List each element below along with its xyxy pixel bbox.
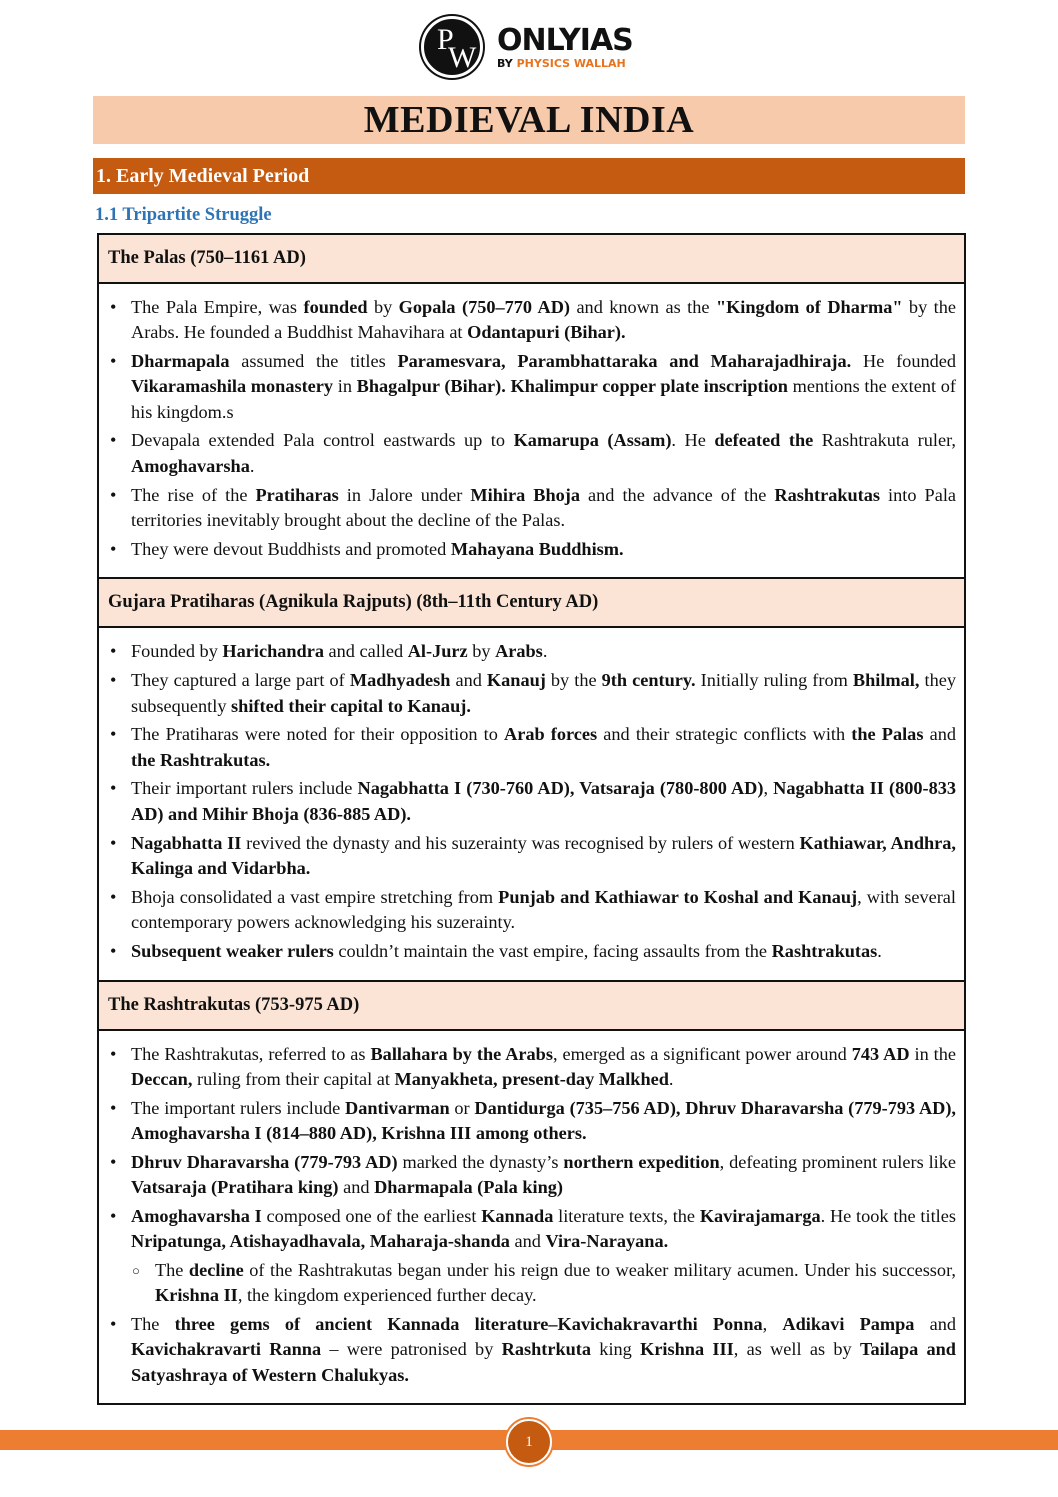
list-item xyxy=(110,1150,956,1201)
bold-text: Vatsaraja (Pratihara king) xyxy=(131,1177,339,1198)
text: , xyxy=(762,1314,783,1334)
bold-text: Bhagalpur (Bihar). Khalimpur copper plate inscription xyxy=(356,376,788,397)
text: and the advance of the xyxy=(580,484,775,505)
list-item xyxy=(110,1204,956,1255)
table-header: The Rashtrakutas (753-975 AD) xyxy=(99,982,964,1031)
text: Rashtrakuta ruler, xyxy=(813,430,956,451)
text: The rise of the xyxy=(131,484,256,505)
subsection-heading: 1.1 Tripartite Struggle xyxy=(95,205,272,225)
text: revived the dynasty and his suzerainty was recognised by rulers of western xyxy=(241,832,800,853)
list-item xyxy=(110,885,956,936)
list-item xyxy=(110,776,956,827)
bold-text: the Palas xyxy=(851,724,924,745)
text: , emerged as a significant power around xyxy=(552,1043,852,1064)
bold-text: Odantapuri (Bihar). xyxy=(467,322,626,343)
bold-text: Dhruv Dharavarsha (779-793 AD) xyxy=(131,1151,398,1172)
bold-text: Paramesvara, Parambhattaraka and Maharajadhiraja. xyxy=(397,351,852,372)
bold-text: Arab forces xyxy=(504,724,598,745)
text: marked the dynasty’s xyxy=(397,1151,564,1172)
brand xyxy=(497,22,633,70)
bold-text: Vira-Narayana. xyxy=(545,1231,669,1252)
text: . xyxy=(877,940,882,961)
bold-text: Harichandra xyxy=(222,641,324,662)
section-heading: 1. Early Medieval Period xyxy=(93,158,965,194)
bullet-list xyxy=(110,639,956,964)
bold-text: decline xyxy=(188,1259,244,1280)
list-item xyxy=(110,1096,956,1147)
bold-text: Kamarupa (Assam) xyxy=(513,430,672,451)
list-item xyxy=(110,483,956,534)
bold-text: Kathiawar, Andhra, Kalinga and Vidarbha. xyxy=(131,832,956,878)
bold-text: Subsequent weaker rulers xyxy=(131,940,334,961)
text: . He xyxy=(671,430,715,451)
list-item xyxy=(110,639,956,664)
text: of the Rashtrakutas began under his reign due to weaker military acumen. Under his successor, xyxy=(243,1259,956,1280)
bold-text: Dantidurga (735–756 AD), Dhruv Dharavarsha (779-793 AD), Amoghavarsha I (814–880 AD), Krishna III among others. xyxy=(131,1097,957,1143)
text: and xyxy=(509,1231,546,1252)
text: , as well as by xyxy=(733,1339,860,1360)
text: . xyxy=(668,1068,674,1089)
bold-text: northern expedition xyxy=(563,1151,720,1172)
list-item xyxy=(110,722,956,773)
bold-text: Madhyadesh xyxy=(349,670,451,691)
bold-text: Rashtrakutas xyxy=(771,940,878,961)
bold-text: Kavirajamarga xyxy=(699,1205,821,1226)
bold-text: Dantivarman xyxy=(345,1097,450,1118)
bold-text: Dharmapala (Pala king) xyxy=(374,1177,563,1198)
brand-name: ONLYIAS xyxy=(497,22,633,58)
table-body xyxy=(99,628,964,981)
table-header: The Palas (750–1161 AD) xyxy=(99,235,964,284)
text: . xyxy=(249,455,255,476)
bold-text: Amoghavarsha xyxy=(131,455,250,476)
bullet-list xyxy=(110,1042,956,1388)
bold-text: Vikaramashila monastery xyxy=(131,376,334,397)
content-table xyxy=(97,233,966,1405)
text: by xyxy=(467,641,496,662)
text: The xyxy=(131,1314,175,1334)
bold-text: Amoghavarsha I xyxy=(131,1205,262,1226)
text: The Pratiharas were noted for their opposition to xyxy=(131,724,505,745)
text: by xyxy=(367,297,399,317)
brand-by: BY xyxy=(497,56,513,70)
text: The important rulers include xyxy=(131,1097,346,1118)
bold-text: Dharmapala xyxy=(131,351,230,372)
list-item xyxy=(110,939,956,964)
text: ruling from their capital at xyxy=(192,1068,395,1089)
bold-text: Arabs xyxy=(495,641,543,662)
logo xyxy=(421,16,633,78)
text: in xyxy=(333,376,357,397)
text: and xyxy=(914,1314,957,1334)
text: Founded by xyxy=(131,641,223,662)
bold-text: Al-Jurz xyxy=(407,641,468,662)
text: Devapala extended Pala control eastwards up to xyxy=(131,430,514,451)
text: and their strategic conflicts with xyxy=(597,724,852,745)
text: they subsequently xyxy=(131,670,956,716)
list-item xyxy=(110,1258,956,1309)
list-item xyxy=(110,349,956,425)
list-item xyxy=(110,295,956,346)
bold-text: Kavichakravarti Ranna xyxy=(131,1339,322,1360)
text: composed one of the earliest xyxy=(261,1205,482,1226)
table-header: Gujara Pratiharas (Agnikula Rajputs) (8th–11th Century AD) xyxy=(99,579,964,628)
text: , the kingdom experienced further decay. xyxy=(237,1285,537,1306)
text: , xyxy=(763,778,774,799)
table-body xyxy=(99,284,964,579)
list-item xyxy=(110,1312,956,1388)
bold-text: Krishna II xyxy=(155,1285,238,1306)
bold-text: Nripatunga, Atishayadhavala, Maharaja-shanda xyxy=(131,1231,510,1252)
text: They were devout Buddhists and promoted xyxy=(131,538,451,559)
bold-text: Mahayana Buddhism. xyxy=(450,538,624,559)
bold-text: Nagabhatta II xyxy=(131,832,242,853)
text: The xyxy=(155,1259,189,1280)
text: couldn’t maintain the vast empire, facing assaults from the xyxy=(333,940,772,961)
bold-text: three gems of ancient Kannada literature–Kavichakravarthi Ponna xyxy=(174,1314,763,1334)
bold-text: Nagabhatta I (730-760 AD), Vatsaraja (780-800 AD) xyxy=(357,778,764,799)
text: The Pala Empire, was xyxy=(131,297,304,317)
page-number: 1 xyxy=(506,1419,552,1465)
bold-text: defeated the xyxy=(714,430,814,451)
bold-text: Rashtrkuta xyxy=(501,1339,592,1360)
text: and xyxy=(338,1177,375,1198)
text: He founded xyxy=(851,351,956,372)
text: literature texts, the xyxy=(553,1205,700,1226)
list-item xyxy=(110,428,956,479)
bold-text: 743 AD xyxy=(851,1043,910,1064)
bold-text: Punjab and Kathiawar to Koshal and Kanauj xyxy=(498,886,858,907)
text: assumed the titles xyxy=(229,351,398,372)
text: mentions the extent of his kingdom.s xyxy=(131,376,956,422)
text: – were patronised by xyxy=(321,1339,502,1360)
bold-text: Tailapa and Satyashraya of Western Chalukyas. xyxy=(131,1339,956,1385)
list-item xyxy=(110,831,956,882)
text: king xyxy=(591,1339,641,1360)
text: or xyxy=(449,1097,475,1118)
text: by the Arabs. He founded a Buddhist Mahavihara at xyxy=(131,297,956,343)
text: . He took the titles xyxy=(820,1205,956,1226)
text: . xyxy=(542,641,548,662)
bold-text: Ballahara by the Arabs xyxy=(370,1043,553,1064)
bold-text: Manyakheta, present-day Malkhed xyxy=(394,1068,669,1089)
text: , with several contemporary powers acknowledging his suzerainty. xyxy=(131,886,956,932)
page-title: MEDIEVAL INDIA xyxy=(93,96,965,144)
list-item xyxy=(110,537,956,562)
bold-text: Mihira Bhoja xyxy=(470,484,581,505)
bold-text: Gopala (750–770 AD) xyxy=(398,297,570,317)
text: by the xyxy=(545,670,602,691)
bold-text: shifted their capital to Kanauj. xyxy=(231,695,471,716)
brand-sub: PHYSICS WALLAH xyxy=(516,56,626,70)
list-item xyxy=(110,1042,956,1093)
text: and xyxy=(450,670,487,691)
text: Initially ruling from xyxy=(695,670,853,691)
bold-text: Kannada xyxy=(481,1205,554,1226)
bold-text: Nagabhatta II (800-833 AD) and Mihir Bhoja (836-885 AD). xyxy=(131,778,957,824)
text: The Rashtrakutas, referred to as xyxy=(131,1043,371,1064)
text: Their important rulers include xyxy=(131,778,358,799)
bold-text: founded xyxy=(303,297,368,317)
text: in the xyxy=(909,1043,957,1064)
bold-text: Kanauj xyxy=(486,670,546,691)
text: and xyxy=(923,724,956,745)
text: , defeating prominent rulers like xyxy=(719,1151,956,1172)
bold-text: Rashtrakutas xyxy=(774,484,881,505)
bold-text: Bhilmal, xyxy=(852,670,920,691)
pw-logo-mark: P W xyxy=(421,16,483,78)
text: and known as the xyxy=(570,297,716,317)
text: in Jalore under xyxy=(338,484,471,505)
bold-text: Adikavi Pampa xyxy=(782,1314,915,1334)
table-body xyxy=(99,1031,964,1404)
bold-text: the Rashtrakutas. xyxy=(131,749,271,770)
bold-text: Pratiharas xyxy=(255,484,339,505)
bullet-list xyxy=(110,295,956,562)
text: They captured a large part of xyxy=(131,670,350,691)
bold-text: Deccan, xyxy=(131,1068,193,1089)
bold-text: Krishna III xyxy=(640,1339,734,1360)
list-item xyxy=(110,668,956,719)
bold-text: 9th century. xyxy=(601,670,696,691)
bold-text: "Kingdom of Dharma" xyxy=(715,297,903,317)
text: into Pala territories inevitably brought about the decline of the Palas. xyxy=(131,484,957,530)
text: and called xyxy=(323,641,408,662)
text: Bhoja consolidated a vast empire stretching from xyxy=(131,886,499,907)
